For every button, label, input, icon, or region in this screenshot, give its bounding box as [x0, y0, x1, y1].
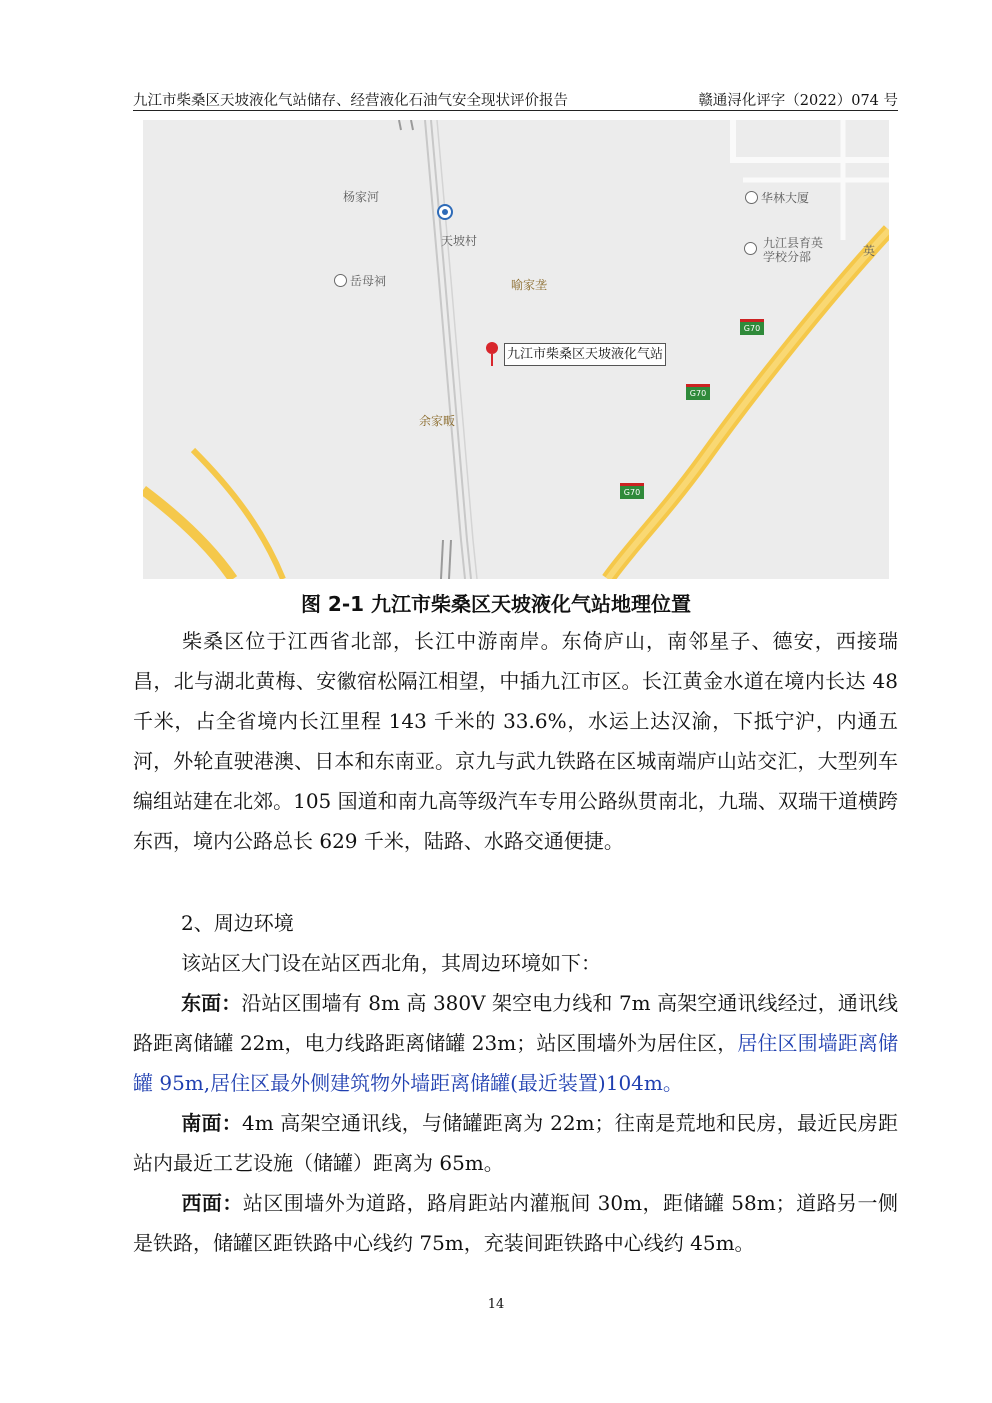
header-title: 九江市柴桑区天坡液化气站储存、经营液化石油气安全现状评价报告 [133, 93, 568, 109]
map-label-yuemuci: 岳母祠 [334, 272, 386, 289]
header-report-number: 赣通浔化评字（2022）074 号 [698, 93, 898, 109]
location-map [143, 120, 889, 579]
highway-shield-g70: G70 [620, 483, 644, 499]
train-station-icon [438, 205, 452, 219]
map-label-yangjiahe: 杨家河 [343, 190, 380, 204]
school-icon [744, 242, 757, 255]
poi-icon [334, 274, 347, 287]
paragraph-east: 东面：沿站区围墙有 8m 高 380V 架空电力线和 7m 高架空通讯线经过，通讯线路距离储罐 22m，电力线路距离储罐 23m；站区围墙外为居住区，居住区围墙距离储罐 95m,居住区最外侧建筑物外墙距离储罐(最近装置)104m。 [133, 991, 899, 1095]
label-west: 西面： [181, 1191, 243, 1215]
paragraph-west: 西面：站区围墙外为道路，路肩距站内灌瓶间 30m，距储罐 58m；道路另一侧是铁路，储罐区距铁路中心线约 75m，充装间距铁路中心线约 45m。 [133, 1191, 898, 1255]
figure-caption: 图 2-1 九江市柴桑区天坡液化气站地理位置 [300, 592, 692, 616]
paragraph-south: 南面：4m 高架空通讯线，与储罐距离为 22m；往南是荒地和民房，最近民房距站内最近工艺设施（储罐）距离为 65m。 [133, 1111, 898, 1175]
poi-icon [745, 191, 758, 204]
map-label-school: 九江县育英 学校分部 [763, 236, 823, 264]
map-label-yujiadang: 喻家垄 [511, 278, 548, 292]
section-heading: 2、周边环境 [181, 911, 294, 935]
map-label-yujiafan: 余家畈 [419, 414, 456, 428]
east-distance-highlight: 居住区围墙距离储罐 95m,居住区最外侧建筑物外墙距离储罐(最近装置)104m。 [133, 1031, 899, 1095]
station-marker-icon [486, 342, 498, 366]
highway-shield-g70: G70 [686, 384, 710, 400]
page-number: 14 [487, 1297, 505, 1312]
label-east: 东面： [181, 991, 242, 1015]
paragraph-location: 柴桑区位于江西省北部，长江中游南岸。东倚庐山，南邻星子、德安，西接瑞昌，北与湖北黄梅、安徽宿松隔江相望，中插九江市区。长江黄金水道在境内长达 48 千米，占全省境内长江里程 143 千米的 33.6%，水运上达汉渝，下抵宁沪，内通五河，外轮直驶港澳、日本和东南亚。京九与武九铁路在区城南端庐山站交汇，大型列车编组站建在北郊。105 国道和南九高等级汽车专用公路纵贯南北，九瑞、双瑞干道横跨东西，境内公路总长 629 千米，陆路、水路交通便捷。 [133, 629, 898, 853]
paragraph-intro: 该站区大门设在站区西北角，其周边环境如下： [181, 951, 601, 975]
map-label-ying: 英 [863, 244, 876, 258]
station-label: 九江市柴桑区天坡液化气站 [504, 343, 666, 366]
map-label-hualin: 华林大厦 [745, 189, 809, 206]
map-label-tianpocun: 天坡村 [441, 234, 478, 248]
page-header [133, 86, 898, 111]
highway-shield-g70: G70 [740, 319, 764, 335]
label-south: 南面： [181, 1111, 242, 1135]
